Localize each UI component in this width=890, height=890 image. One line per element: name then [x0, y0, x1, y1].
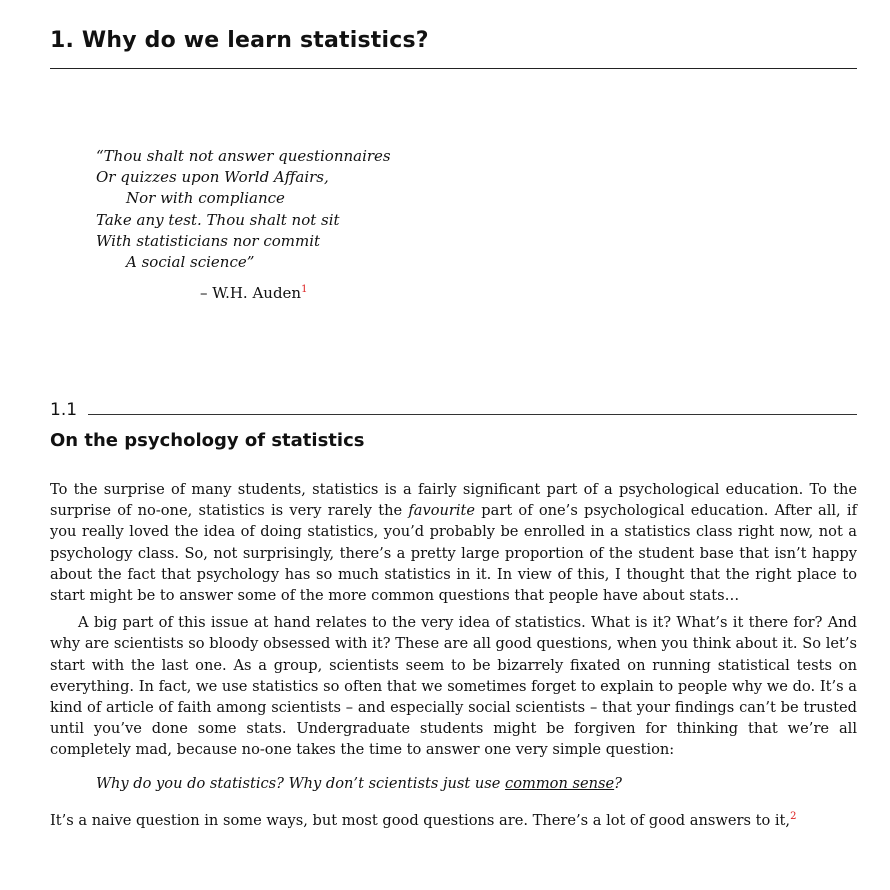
epigraph: [96, 146, 391, 273]
footnote-link[interactable]: 1: [301, 284, 308, 295]
paragraph-text: It’s a naive question in some ways, but most good questions are. There’s a lot of good answers to it,: [50, 811, 791, 829]
question-text: ?: [614, 774, 622, 792]
paragraph: [50, 810, 857, 831]
section-divider: [88, 414, 857, 415]
question-text: Why do you do statistics? Why don’t scientists just use: [96, 774, 506, 792]
body-text: [50, 479, 857, 831]
poem-line: Nor with compliance: [126, 189, 285, 208]
chapter-title: 1. Why do we learn statistics?: [50, 28, 429, 53]
poem-line: “Thou shalt not answer questionnaires: [96, 147, 391, 165]
paragraph: A big part of this issue at hand relates to the very idea of statistics. What is it? What’s it there for? And why are scientists so bloody obsessed with it? These are all good questions, when you think about it. So let’s start with the last one. As a group, scientists seem to be bizarrely fixated on running statistical tests on everything. In fact, we use statistics so often that we sometimes forget to explain to people why we do. It’s a kind of article of faith among scientists – and especially social scientists – that your findings can’t be trusted until you’ve done some stats. Undergraduate students might be forgiven for thinking that we’re all completely mad, because no-one takes the time to answer one very simple question:: [50, 614, 857, 759]
section-title: On the psychology of statistics: [50, 430, 365, 451]
paragraph-text: To the surprise of many students, statistics is a fairly significant part of a psychological education. To the surprise of no-one, statistics is very rarely the: [50, 481, 857, 520]
paragraph: [50, 479, 857, 606]
poem-line: With statisticians nor commit: [96, 231, 321, 250]
epigraph-attribution: [200, 284, 307, 302]
emphasis-text: favourite: [408, 502, 476, 520]
footnote-link[interactable]: 2: [790, 810, 797, 822]
display-question: [96, 773, 857, 794]
chapter-divider: [50, 68, 857, 69]
poem-line: A social science”: [126, 253, 255, 272]
poem-line: Take any test. Thou shalt not sit: [96, 210, 340, 229]
attribution-text: – W.H. Auden: [200, 284, 302, 302]
poem-line: Or quizzes upon World Affairs,: [96, 168, 329, 187]
common-sense-link[interactable]: common sense: [505, 774, 615, 792]
paragraph-text: part of one’s psychological education. After all, if you really loved the idea of doing statistics, you’d probably be enrolled in a statistics class right now, not a psychology class. So, not surprisingly, there’s a pretty large proportion of the student base that isn’t happy about the fact that psychology has so much statistics in it. In view of this, I thought that the right place to start might be to answer some of the more common questions that people have about stats…: [50, 502, 857, 605]
section-number: 1.1: [50, 400, 78, 420]
